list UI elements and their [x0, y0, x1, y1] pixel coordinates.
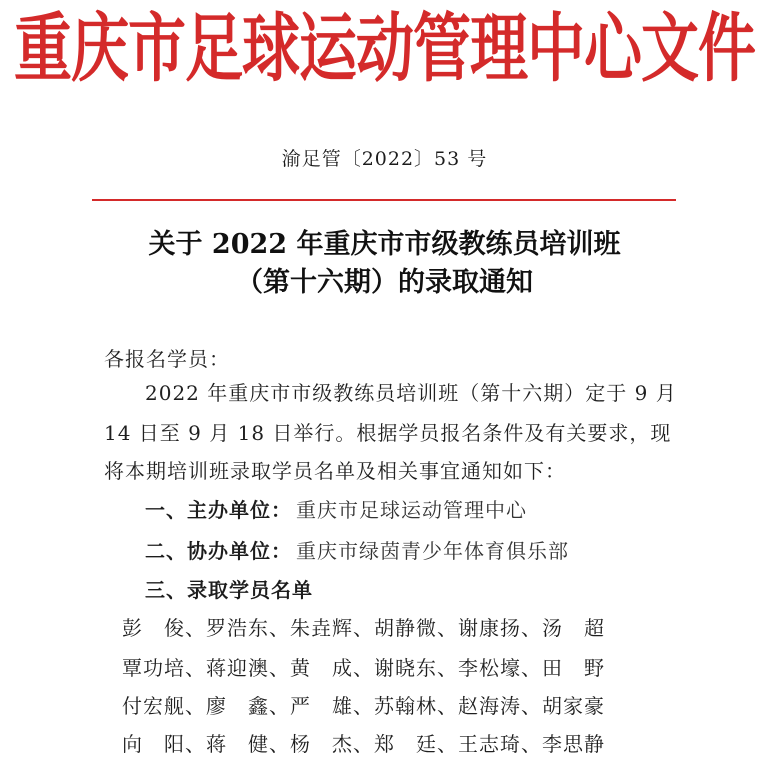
names-row: 覃功培、蒋迎澳、黄 成、谢晓东、李松壕、田 野 — [122, 656, 605, 680]
item-organizer-value: 重庆市足球运动管理中心 — [296, 498, 527, 522]
red-divider-line — [92, 199, 676, 201]
item-organizer-label: 一、主办单位： — [145, 498, 292, 522]
document-number: 渝足管〔2022〕53 号 — [281, 148, 488, 170]
names-row: 彭 俊、罗浩东、朱垚辉、胡静微、谢康扬、汤 超 — [122, 616, 605, 640]
body-paragraph-line-2: 14 日至 9 月 18 日举行。根据学员报名条件及有关要求，现 — [104, 421, 672, 445]
body-paragraph-line-1: 2022 年重庆市市级教练员培训班（第十六期）定于 9 月 — [145, 381, 677, 405]
item-co-organizer — [145, 535, 569, 564]
org-header-title: 重庆市足球运动管理中心文件 — [13, 4, 755, 92]
item-admitted-list — [145, 574, 313, 603]
item-co-organizer-value: 重庆市绿茵青少年体育俱乐部 — [296, 539, 569, 563]
names-row: 向 阳、蒋 健、杨 杰、郑 廷、王志琦、李思静 — [122, 732, 605, 756]
notice-title-line-1: 关于 2022 年重庆市市级教练员培训班 — [148, 229, 621, 260]
item-organizer — [145, 494, 527, 523]
names-row: 付宏舰、廖 鑫、严 雄、苏翰林、赵海涛、胡家豪 — [122, 694, 605, 718]
item-co-organizer-label: 二、协办单位： — [145, 539, 292, 563]
item-admitted-list-label: 三、录取学员名单 — [145, 578, 313, 602]
salutation: 各报名学员： — [104, 347, 230, 371]
notice-title-line-2: （第十六期）的录取通知 — [236, 267, 533, 298]
body-paragraph-line-3: 将本期培训班录取学员名单及相关事宜通知如下： — [104, 459, 566, 483]
